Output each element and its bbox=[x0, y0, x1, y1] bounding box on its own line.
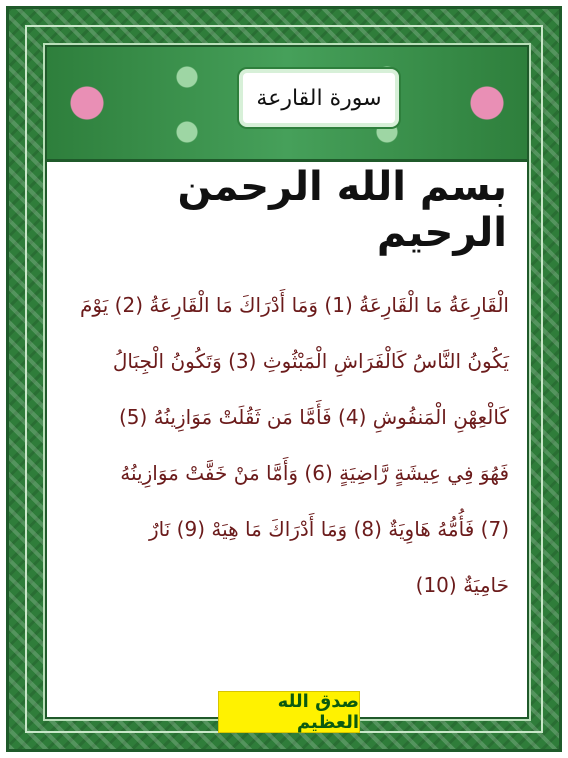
verses-block bbox=[65, 277, 509, 613]
basmala-section bbox=[67, 163, 507, 256]
basmala-text: بسم الله الرحمن الرحيم bbox=[177, 163, 507, 256]
verse-line-5: (7) فَأُمُّهُ هَاوِيَةٌ (8) وَمَا أَدْرَاكَ مَا هِيَهْ (9) نَارٌ bbox=[149, 517, 509, 541]
decorative-frame bbox=[6, 6, 562, 752]
verse-line-4: فَهُوَ فِي عِيشَةٍ رَّاضِيَةٍ (6) وَأَمَّا مَنْ خَفَّتْ مَوَازِينُهُ bbox=[120, 461, 509, 485]
verse-line-1: الْقَارِعَةُ مَا الْقَارِعَةُ (1) وَمَا أَدْرَاكَ مَا الْقَارِعَةُ (2) يَوْمَ bbox=[80, 293, 509, 317]
verse-line-2: يَكُونُ النَّاسُ كَالْفَرَاشِ الْمَبْثُوثِ (3) وَتَكُونُ الْجِبَالُ bbox=[112, 349, 509, 373]
title-cartouche bbox=[237, 67, 401, 129]
closing-label bbox=[218, 691, 360, 733]
floral-header-band bbox=[47, 47, 527, 162]
closing-text: صدق الله العظيم bbox=[277, 691, 359, 733]
verse-line-3: كَالْعِهْنِ الْمَنفُوشِ (4) فَأَمَّا مَن ثَقُلَتْ مَوَازِينُهُ (5) bbox=[118, 405, 509, 429]
page-content bbox=[47, 47, 527, 733]
surah-title: سورة القارعة bbox=[256, 85, 382, 111]
verse-line-6: حَامِيَةٌ (10) bbox=[415, 573, 509, 597]
